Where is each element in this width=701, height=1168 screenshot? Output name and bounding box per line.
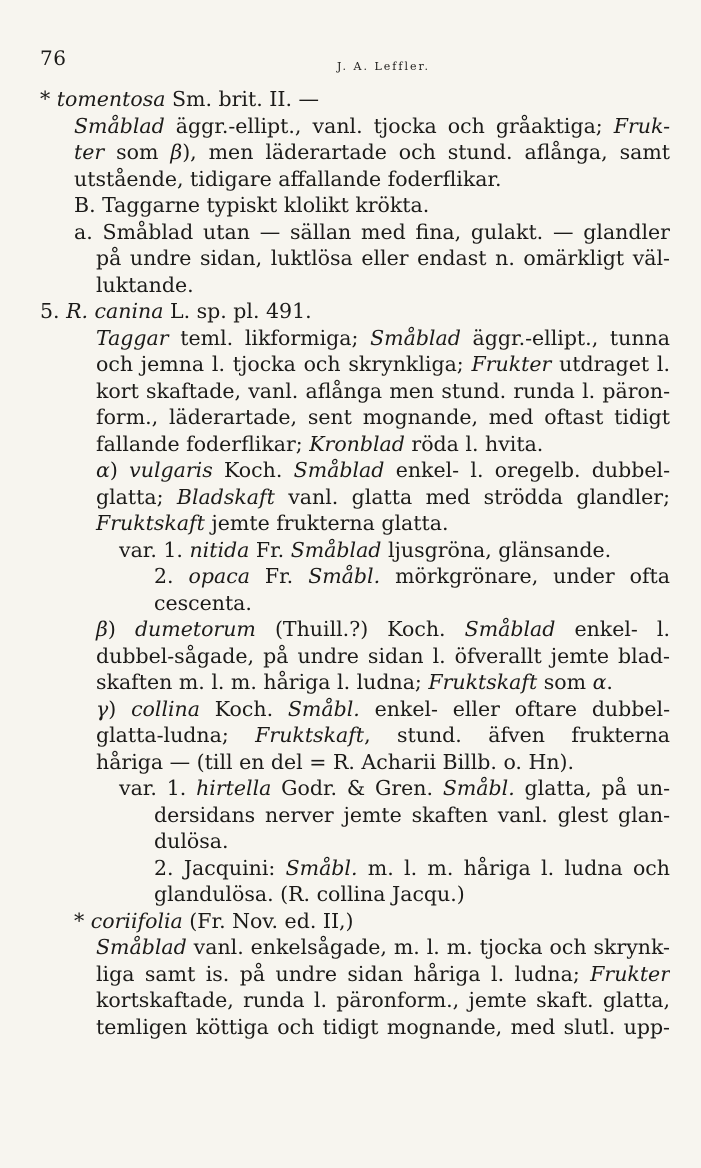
italic-term: γ <box>96 696 109 721</box>
italic-term: Bladskaft <box>176 484 275 509</box>
italic-term: β <box>96 617 108 641</box>
italic-term: Småblad <box>293 458 385 482</box>
text-line: Taggar teml. likformiga; Småblad äggr.-ellipt., tunna <box>96 325 670 350</box>
italic-term: β <box>170 140 183 164</box>
text-line: och jemna l. tjocka och skrynkliga; Frukter utdraget l. <box>96 352 670 376</box>
italic-term: R. canina <box>66 299 164 323</box>
text-line: Fruktskaft jemte frukterna glatta. <box>96 511 449 535</box>
page-number: 76 <box>40 46 67 70</box>
text-line: håriga — (till en del = R. Acharii Billb. o. Hn). <box>96 749 575 774</box>
italic-term: Småblad <box>74 113 165 138</box>
italic-term: ter <box>74 140 105 164</box>
italic-term: Småblad <box>290 537 382 562</box>
italic-term: Kronblad <box>309 431 405 456</box>
italic-term: α <box>96 458 110 482</box>
running-head: J. A. Leffler. <box>337 60 431 73</box>
italic-term: Småblad <box>464 617 556 641</box>
italic-term: Frukter <box>590 961 670 986</box>
text-line: ter som β), men läderartade och stund. aflånga, samt <box>74 140 670 164</box>
italic-term: Taggar <box>96 325 169 350</box>
text-line: α) vulgaris Koch. Småblad enkel- l. oregelb. dubbel- <box>96 458 670 482</box>
text-line: kortskaftade, runda l. päronform., jemte skaft. glatta, <box>96 988 670 1012</box>
text-line: skaften m. l. m. håriga l. ludna; Fruktskaft som α. <box>96 670 613 694</box>
text-line: luktande. <box>96 272 194 297</box>
text-line: glatta; Bladskaft vanl. glatta med strödda glandler; <box>96 484 670 509</box>
text-line: β) dumetorum (Thuill.?) Koch. Småblad enkel- l. <box>96 617 670 641</box>
text-line: dubbel-sågade, på undre sidan l. öfverallt jemte blad- <box>96 643 670 668</box>
text-line: Småblad vanl. enkelsågade, m. l. m. tjocka och skrynk- <box>96 935 670 959</box>
text-line: a. Småblad utan — sällan med fina, gulakt. — glandler <box>74 219 670 244</box>
text-line: cescenta. <box>154 590 252 615</box>
italic-term: Frukter <box>471 352 552 376</box>
text-line: * tomentosa Sm. brit. II. — <box>40 87 319 111</box>
text-line: på undre sidan, luktlösa eller endast n. omärkligt väl- <box>96 246 670 270</box>
text-line: γ) collina Koch. Småbl. enkel- eller oftare dubbel- <box>96 696 670 721</box>
italic-term: Småbl. <box>442 776 515 800</box>
italic-term: coriifolia <box>90 908 183 933</box>
text-line: kort skaftade, vanl. aflånga men stund. runda l. päron- <box>96 378 670 403</box>
italic-term: vulgaris <box>129 458 213 482</box>
italic-term: Fruktskaft <box>96 511 205 535</box>
text-line: liga samt is. på undre sidan håriga l. ludna; Frukter <box>96 961 670 986</box>
italic-term: Småblad <box>96 935 187 959</box>
text-line: glatta-ludna; Fruktskaft, stund. äfven frukterna <box>96 723 670 747</box>
italic-term: Småbl. <box>287 696 360 721</box>
italic-term: Fruk- <box>613 113 670 138</box>
text-line: var. 1. hirtella Godr. & Gren. Småbl. glatta, på un- <box>119 776 670 800</box>
italic-term: nitida <box>189 537 250 562</box>
italic-term: collina <box>131 696 200 721</box>
text-line: dulösa. <box>154 829 229 853</box>
italic-term: α <box>592 670 607 694</box>
italic-term: Småblad <box>370 325 461 350</box>
italic-term: opaca <box>188 564 250 588</box>
text-line: 2. Jacquini: Småbl. m. l. m. håriga l. ludna och <box>154 855 670 880</box>
text-line: 2. opaca Fr. Småbl. mörkgrönare, under ofta <box>154 564 670 588</box>
text-line: temligen köttiga och tidigt mognande, med slutl. upp- <box>96 1014 670 1039</box>
italic-term: hirtella <box>196 776 272 800</box>
italic-term: dumetorum <box>134 617 256 641</box>
text-line: B. Taggarne typiskt klolikt krökta. <box>74 193 430 217</box>
text-line: 5. R. canina L. sp. pl. 491. <box>40 299 312 323</box>
text-line: form., läderartade, sent mognande, med oftast tidigt <box>96 405 670 429</box>
text-line: glandulösa. (R. collina Jacqu.) <box>154 882 465 906</box>
italic-term: Fruktskaft <box>255 723 365 747</box>
text-line: var. 1. nitida Fr. Småblad ljusgröna, glänsande. <box>119 537 612 562</box>
italic-term: Småbl. <box>285 855 358 880</box>
text-line: dersidans nerver jemte skaften vanl. glest glan- <box>154 802 670 827</box>
page-body <box>40 86 670 1040</box>
text-line: fallande foderflikar; Kronblad röda l. hvita. <box>96 431 544 456</box>
text-line: * coriifolia (Fr. Nov. ed. II,) <box>74 908 354 933</box>
text-line: utstående, tidigare affallande foderflikar. <box>74 166 502 191</box>
italic-term: tomentosa <box>56 87 166 111</box>
text-line: Småblad äggr.-ellipt., vanl. tjocka och gråaktiga; Fruk- <box>74 113 670 138</box>
italic-term: Fruktskaft <box>428 670 538 694</box>
italic-term: Småbl. <box>308 564 381 588</box>
